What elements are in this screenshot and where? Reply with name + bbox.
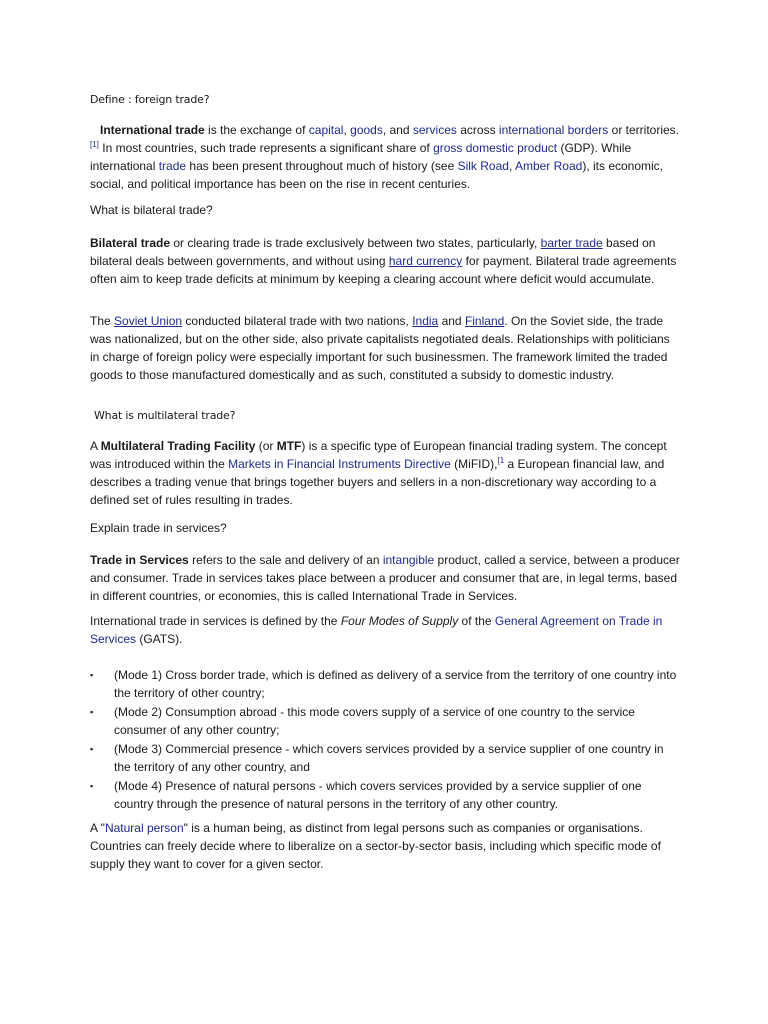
paragraph-trade-in-services: Trade in Services refers to the sale and delivery of an intangible product, called a service, between a producer and consumer. Trade in services takes place between a producer and consumer that are, in legal terms, based in different countries, or economies, this is called International Trade in Services.: [90, 553, 680, 603]
paragraph-soviet-union: The Soviet Union conducted bilateral trade with two nations, India and Finland. On the Soviet side, the trade was nationalized, but on the other side, also private capitalists negotiated deals. Relationships with politicians in charge of foreign policy were especially important for such businessmen. The framework limited the traded goods to those manufactured domestically and as such, constituted a subsidy to domestic industry.: [90, 314, 670, 382]
paragraph-multilateral-trading-facility: A Multilateral Trading Facility (or MTF) is a specific type of European financial trading system. The concept was introduced within the Markets in Financial Instruments Directive (MiFID),$^{[1}$ a European financial law, and describes a trading venue that brings together buyers and sellers in a non-discretionary way according to a defined set of rules resulting in trades.: [90, 439, 667, 507]
link-mifid[interactable]: Markets in Financial Instruments Directive: [228, 457, 451, 471]
term-mtf-abbr: MTF: [276, 439, 302, 453]
term-four-modes: Four Modes of Supply: [340, 614, 459, 628]
paragraph-international-trade: International trade is the exchange of capital, goods, and services across international borders or territories.[1] In most countries, such trade represents a significant share of gross domestic product (GDP). While international trade has been present throughout much of history (see Silk Road, Amber Road), its economic, social, and political importance has been on the rise in recent centuries.: [90, 123, 679, 191]
question-trade-in-services: Explain trade in services?: [90, 521, 227, 535]
link-barter-trade[interactable]: barter trade: [540, 236, 603, 250]
reference-link[interactable]: [1]: [90, 140, 99, 149]
list-item: ▪ (Mode 2) Consumption abroad - this mode covers supply of a service of one country to the service consumer of any other country;: [90, 705, 635, 737]
link-finland[interactable]: Finland: [464, 314, 505, 328]
link-international-borders[interactable]: international borders: [498, 123, 609, 137]
link-trade[interactable]: trade: [158, 159, 187, 173]
term-trade-in-services: Trade in Services: [90, 553, 189, 567]
link-india[interactable]: India: [412, 314, 439, 328]
question-multilateral-trade: What is multilateral trade?: [94, 409, 236, 422]
bullet-icon: ▪: [90, 670, 94, 680]
link-gats[interactable]: General Agreement on Trade in Services: [90, 614, 663, 646]
bullet-icon: ▪: [90, 707, 94, 717]
link-natural-person[interactable]: Natural person: [104, 821, 184, 835]
reference-link[interactable]: [1: [497, 456, 505, 465]
list-item: ▪ (Mode 3) Commercial presence - which covers services provided by a service supplier of one country in the territory of any other country, and: [90, 742, 664, 774]
bullet-icon: ▪: [90, 781, 94, 791]
list-item: ▪ (Mode 1) Cross border trade, which is defined as delivery of a service from the territory of one country into the territory of other country;: [90, 668, 677, 700]
question-foreign-trade: Define : foreign trade?: [90, 93, 210, 106]
link-gross-domestic-product[interactable]: gross domestic product: [433, 141, 558, 155]
list-item: ▪ (Mode 4) Presence of natural persons - which covers services provided by a service supplier of one country through the presence of natural persons in the territory of any other country.: [90, 779, 642, 811]
question-bilateral-trade: What is bilateral trade?: [90, 203, 213, 217]
modes-list: [90, 666, 680, 814]
bullet-icon: ▪: [90, 744, 94, 754]
link-hard-currency[interactable]: hard currency: [388, 254, 463, 268]
term-mtf: Multilateral Trading Facility: [100, 439, 256, 453]
link-soviet-union[interactable]: Soviet Union: [114, 314, 183, 328]
paragraph-bilateral-trade: Bilateral trade or clearing trade is trade exclusively between two states, particularly, barter trade based on bilateral deals between governments, and without using hard currency for payment. Bilateral trade agreements often aim to keep trade deficits at minimum by keeping a clearing account where deficit would accumulate.: [90, 236, 677, 286]
term-international-trade: International trade: [100, 123, 205, 137]
link-intangible[interactable]: intangible: [382, 553, 435, 567]
link-capital[interactable]: capital: [308, 123, 344, 137]
term-bilateral-trade: Bilateral trade: [90, 236, 171, 250]
paragraph-four-modes: International trade in services is defined by the Four Modes of Supply of the General Agreement on Trade in Services (GATS).: [90, 614, 663, 646]
link-services[interactable]: services: [412, 123, 457, 137]
link-amber-road[interactable]: Amber Road: [514, 159, 583, 173]
paragraph-natural-person: A "Natural person" is a human being, as distinct from legal persons such as companies or organisations. Countries can freely decide where to liberalize on a sector-by-sector basis, including which specific mode of supply they want to cover for a given sector.: [90, 821, 661, 871]
link-silk-road[interactable]: Silk Road: [457, 159, 509, 173]
link-goods[interactable]: goods: [350, 123, 383, 137]
